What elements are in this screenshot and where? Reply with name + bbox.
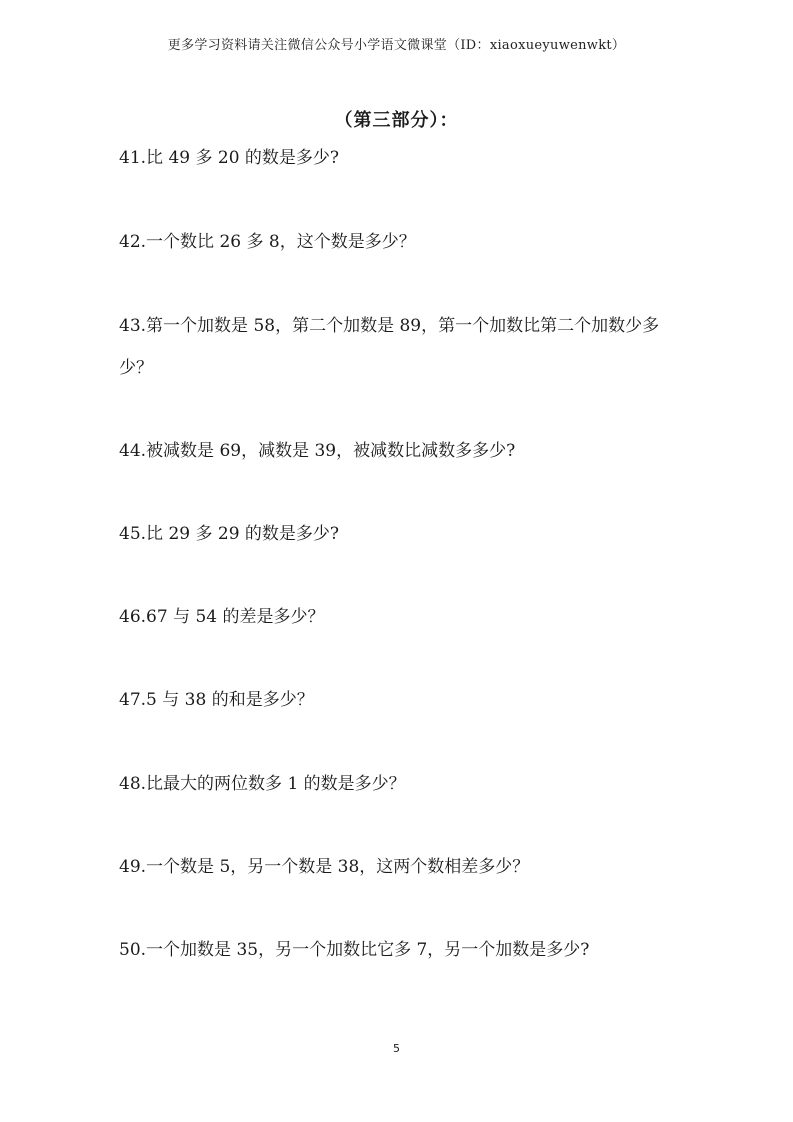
question-44: 44.被减数是 69，减数是 39，被减数比减数多多少? (119, 441, 516, 461)
question-50: 50.一个加数是 35，另一个加数比它多 7，另一个加数是多少? (119, 940, 590, 960)
question-42: 42.一个数比 26 多 8，这个数是多少？ (119, 232, 416, 252)
question-49: 49.一个数是 5，另一个数是 38，这两个数相差多少？ (119, 857, 530, 877)
page-header: 更多学习资料请关注微信公众号小学语文微课堂（ID：xiaoxueyuwenwkt） (167, 38, 626, 53)
section-title: （第三部分）： (334, 110, 459, 131)
question-47: 47.5 与 38 的和是多少？ (119, 690, 314, 710)
question-48: 48.比最大的两位数多 1 的数是多少？ (119, 774, 406, 794)
page-number: 5 (393, 1042, 400, 1055)
question-45: 45.比 29 多 29 的数是多少? (119, 524, 340, 544)
question-43: 43.第一个加数是 58，第二个加数是 89，第一个加数比第二个加数少多少？ (119, 316, 660, 378)
question-46: 46.67 与 54 的差是多少？ (119, 607, 325, 627)
question-41: 41.比 49 多 20 的数是多少? (119, 148, 340, 168)
